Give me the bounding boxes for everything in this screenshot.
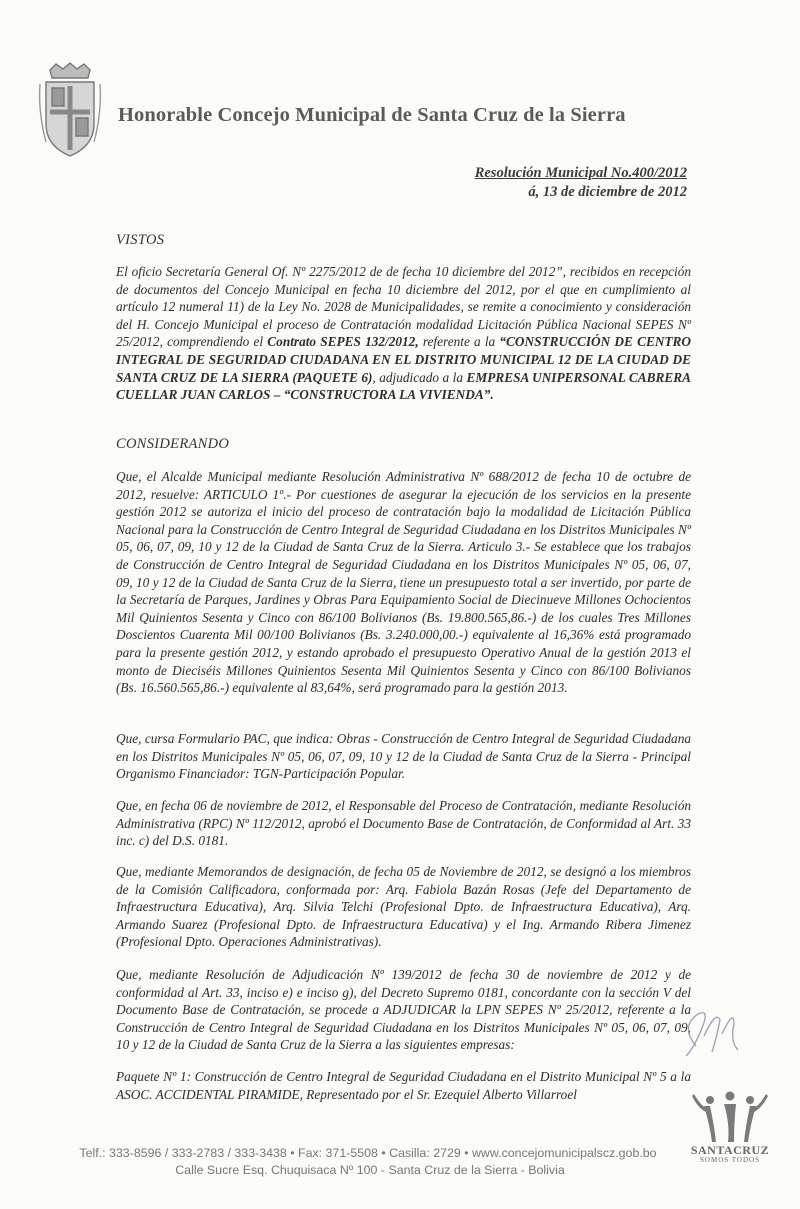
considerando-p3-text: Que, en fecha 06 de noviembre de 2012, el Responsable del Proceso de Contratación, mediante Resolución Administrativa (RPC) Nº 112/2012, aprobó el Documento Base de Contratación, de Conformidad al Art. 33 inc. c) del D.S. 0181. [116,798,691,849]
resolution-number: Resolución Municipal No.400/2012 [474,165,687,181]
municipal-crest-icon [36,62,104,160]
considerando-p2-text: Que, cursa Formulario PAC, que indica: Obras - Construcción de Centro Integral de Seguridad Ciudadana en los Distritos Municipales Nº 05, 06, 07, 09, 10 y 12 de la Ciudad de Santa Cruz de la Sierra - Principal Organismo Financiador: TGN-Participación Popular. [116,731,691,782]
considerando-paragraph-2 [116,730,691,783]
organization-title: Honorable Concejo Municipal de Santa Cruz de la Sierra [118,104,626,126]
considerando-paragraph-1 [116,468,691,697]
logo-sub-text: SOMOS TODOS [700,1156,760,1164]
vistos-company: EMPRESA UNIPERSONAL CABRERA CUELLAR JUAN CARLOS – “CONSTRUCTORA LA VIVIENDA”. [116,369,691,403]
logo-text [688,1143,772,1164]
vistos-text-2: referente a la [418,334,500,350]
considerando-p4-text: Que, mediante Memorandos de designación, de fecha 05 de Noviembre de 2012, se designó a los miembros de la Comisión Calificadora, conformada por: Arq. Fabiola Bazán Rosas (Jefe del Departamento de Infraestructura Educativa), Arq. Silvia Telchi (Profesional Dpto. de Infraestructura Educativa), Arq. Armando Suarez (Profesional Dpto. de Infraestructura Educativa) y el Ing. Armando Ribera Jimenez (Profesional Dpto. Operaciones Administrativas). [116,864,691,950]
vistos-heading: VISTOS [116,232,165,248]
vistos-contract: Contrato SEPES 132/2012, [267,334,419,350]
vistos-paragraph [116,263,691,404]
considerando-paragraph-4 [116,863,691,951]
footer-address: Calle Sucre Esq. Chuquisaca Nº 100 - Santa Cruz de la Sierra - Bolivia [175,1163,565,1177]
resolution-date: á, 13 de diciembre de 2012 [528,184,687,200]
footer-contact: Telf.: 333-8596 / 333-2783 / 333-3438 • Fax: 371-5508 • Casilla: 2729 • www.concejomunicipalscz.gob.bo [79,1146,657,1160]
considerando-heading: CONSIDERANDO [116,436,230,452]
vistos-project: “CONSTRUCCIÓN DE CENTRO INTEGRAL DE SEGURIDAD CIUDADANA EN EL DISTRITO MUNICIPAL 12 DE LA CIUDAD DE SANTA CRUZ DE LA SIERRA (PAQUETE 6) [116,334,692,385]
resolution-reference [475,164,687,202]
considerando-paragraph-5 [116,966,691,1054]
logo-main-text: SANTACRUZ [690,1143,770,1157]
vistos-text-3: , adjudicado a la [372,369,467,385]
considerando-paragraph-6 [116,1068,691,1103]
vistos-text-1: El oficio Secretaría General Of. Nº 2275/2012 de de fecha 10 diciembre del 2012”, recibidos en recepción de documentos del Concejo Municipal en fecha 10 diciembre del 2012, por el que en cumplimiento al artículo 12 numeral 11) de la Ley No. 2028 de Municipalidades, se remite a conocimiento y consideración del H. Concejo Municipal el proceso de Contratación modalidad Licitación Pública Nacional SEPES Nº 25/2012, comprendiendo el [116,264,691,350]
considerando-p5-text: Que, mediante Resolución de Adjudicación Nº 139/2012 de fecha 30 de noviembre de 2012 y de conformidad al Art. 33, inciso e) e inciso g), del Decreto Supremo 0181, concordante con la sección V del Documento Base de Contratación, se procede a ADJUDICAR la LPN SEPES Nº 25/2012, referente a la Construcción de Centro Integral de Seguridad Ciudadana en los Distritos Municipales Nº 05, 06, 07, 09, 10 y 12 de la Ciudad de Santa Cruz de la Sierra a las siguientes empresas: [116,967,691,1053]
considerando-p1-text: Que, el Alcalde Municipal mediante Resolución Administrativa Nº 688/2012 de fecha 10 de octubre de 2012, resuelve: ARTICULO 1º.- Por cuestiones de asegurar la ejecución de los servicios en la presente gestión 2012 se autoriza el inicio del proceso de contratación bajo la modalidad de Licitación Pública Nacional para la Construcción de Centro Integral de Seguridad Ciudadana en los Distritos Municipales Nº 05, 06, 07, 09, 10 y 12 de la Ciudad de Santa Cruz de la Sierra. Articulo 3.- Se establece que los trabajos de Construcción de Centro Integral de Seguridad Ciudadana en los Distritos Municipales Nº 05, 06, 07, 09, 10 y 12 de la Ciudad de Santa Cruz de la Sierra, tiene un presupuesto total a ser invertido, por parte de la Secretaría de Parques, Jardines y Obras Para Equipamiento Social de Diecinueve Millones Ochocientos Mil Quinientos Sesenta y Cinco con 86/100 Bolivianos (Bs. 19.800.565,86.-) de los cuales Tres Millones Doscientos Cuarenta Mil 00/100 Bolivianos (Bs. 3.240.000,00.-) equivalente al 16,36% está programado para la presente gestión 2012, y estando aprobado el presupuesto Operativo Anual de la gestión 2013 el monto de Dieciséis Millones Quinientos Sesenta Mil Quinientos Sesenta y Cinco con 86/100 Bolivianos (Bs. 16.560.565,86.-) equivalente al 83,64%, será programado para la gestión 2013. [116,469,691,696]
signature-icon [676,1006,748,1064]
considerando-paragraph-3 [116,797,691,850]
considerando-p6-text: Paquete Nº 1: Construcción de Centro Integral de Seguridad Ciudadana en el Distrito Municipal Nº 5 a la ASOC. ACCIDENTAL PIRAMIDE, Representado por el Sr. Ezequiel Alberto Villarroel [116,1069,691,1102]
